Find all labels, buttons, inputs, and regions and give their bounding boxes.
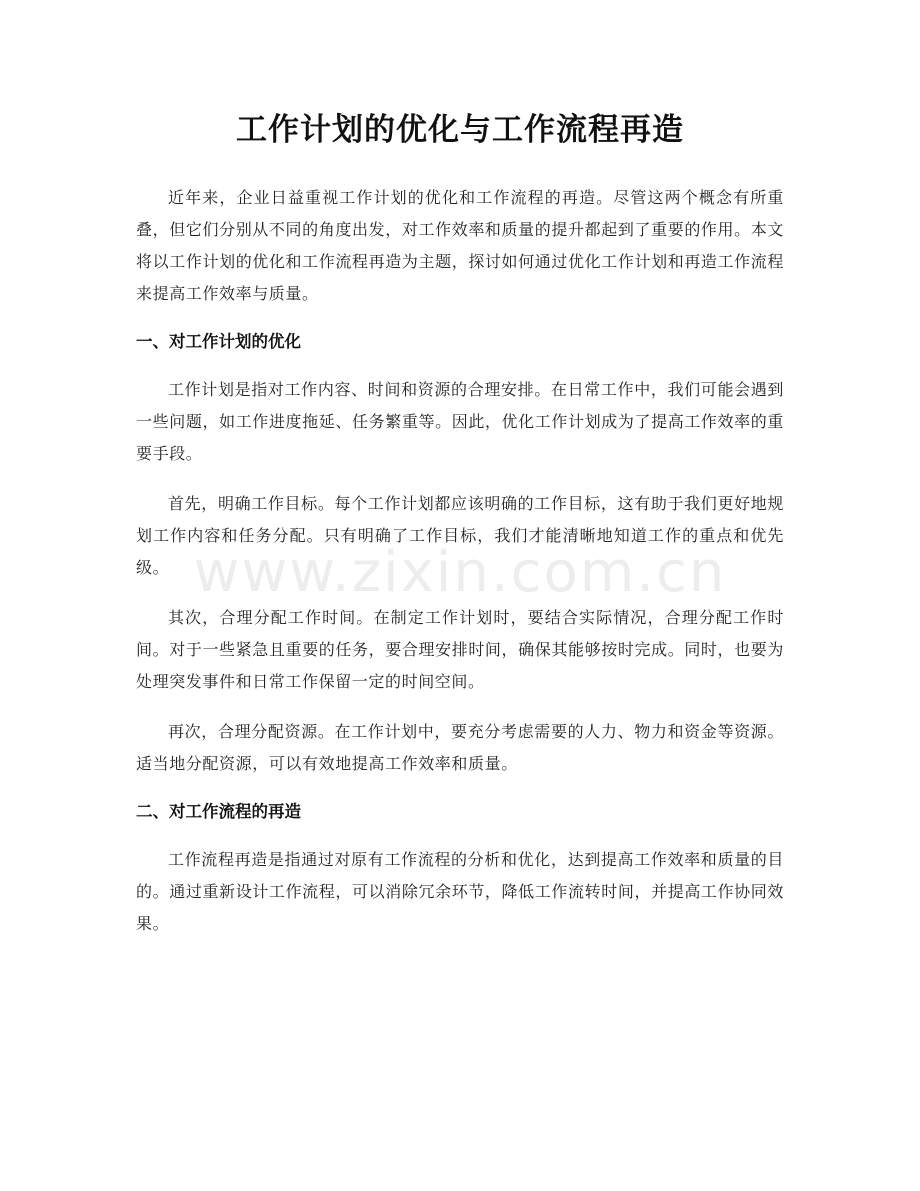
document-body (136, 182, 784, 958)
paragraph-process-definition: 工作流程再造是指通过对原有工作流程的分析和优化，达到提高工作效率和质量的目的。通过重新设计工作流程，可以消除冗余环节，降低工作流转时间，并提高工作协同效果。 (136, 850, 784, 933)
watermark: www.zixin.com.cn (193, 540, 727, 605)
section-heading-process-reengineering: 二、对工作流程的再造 (136, 802, 301, 821)
paragraph-clear-goals: 首先，明确工作目标。每个工作计划都应该明确的工作目标，这有助于我们更好地规划工作内容和任务分配。只有明确了工作目标，我们才能清晰地知道工作的重点和优先级。 (136, 494, 784, 577)
paragraph-plan-definition: 工作计划是指对工作内容、时间和资源的合理安排。在日常工作中，我们可能会遇到一些问题，如工作进度拖延、任务繁重等。因此，优化工作计划成为了提高工作效率的重要手段。 (136, 380, 784, 463)
paragraph-allocate-time: 其次，合理分配工作时间。在制定工作计划时，要结合实际情况，合理分配工作时间。对于一些紧急且重要的任务，要合理安排时间，确保其能够按时完成。同时，也要为处理突发事件和日常工作保留一定的时间空间。 (136, 608, 784, 691)
section-heading-plan-optimization: 一、对工作计划的优化 (136, 332, 301, 351)
intro-paragraph: 近年来，企业日益重视工作计划的优化和工作流程的再造。尽管这两个概念有所重叠，但它们分别从不同的角度出发，对工作效率和质量的提升都起到了重要的作用。本文将以工作计划的优化和工作流程再造为主题，探讨如何通过优化工作计划和再造工作流程来提高工作效率与质量。 (136, 188, 784, 303)
document-title: 工作计划的优化与工作流程再造 (236, 112, 684, 148)
paragraph-allocate-resources: 再次，合理分配资源。在工作计划中，要充分考虑需要的人力、物力和资金等资源。适当地分配资源，可以有效地提高工作效率和质量。 (136, 722, 784, 773)
